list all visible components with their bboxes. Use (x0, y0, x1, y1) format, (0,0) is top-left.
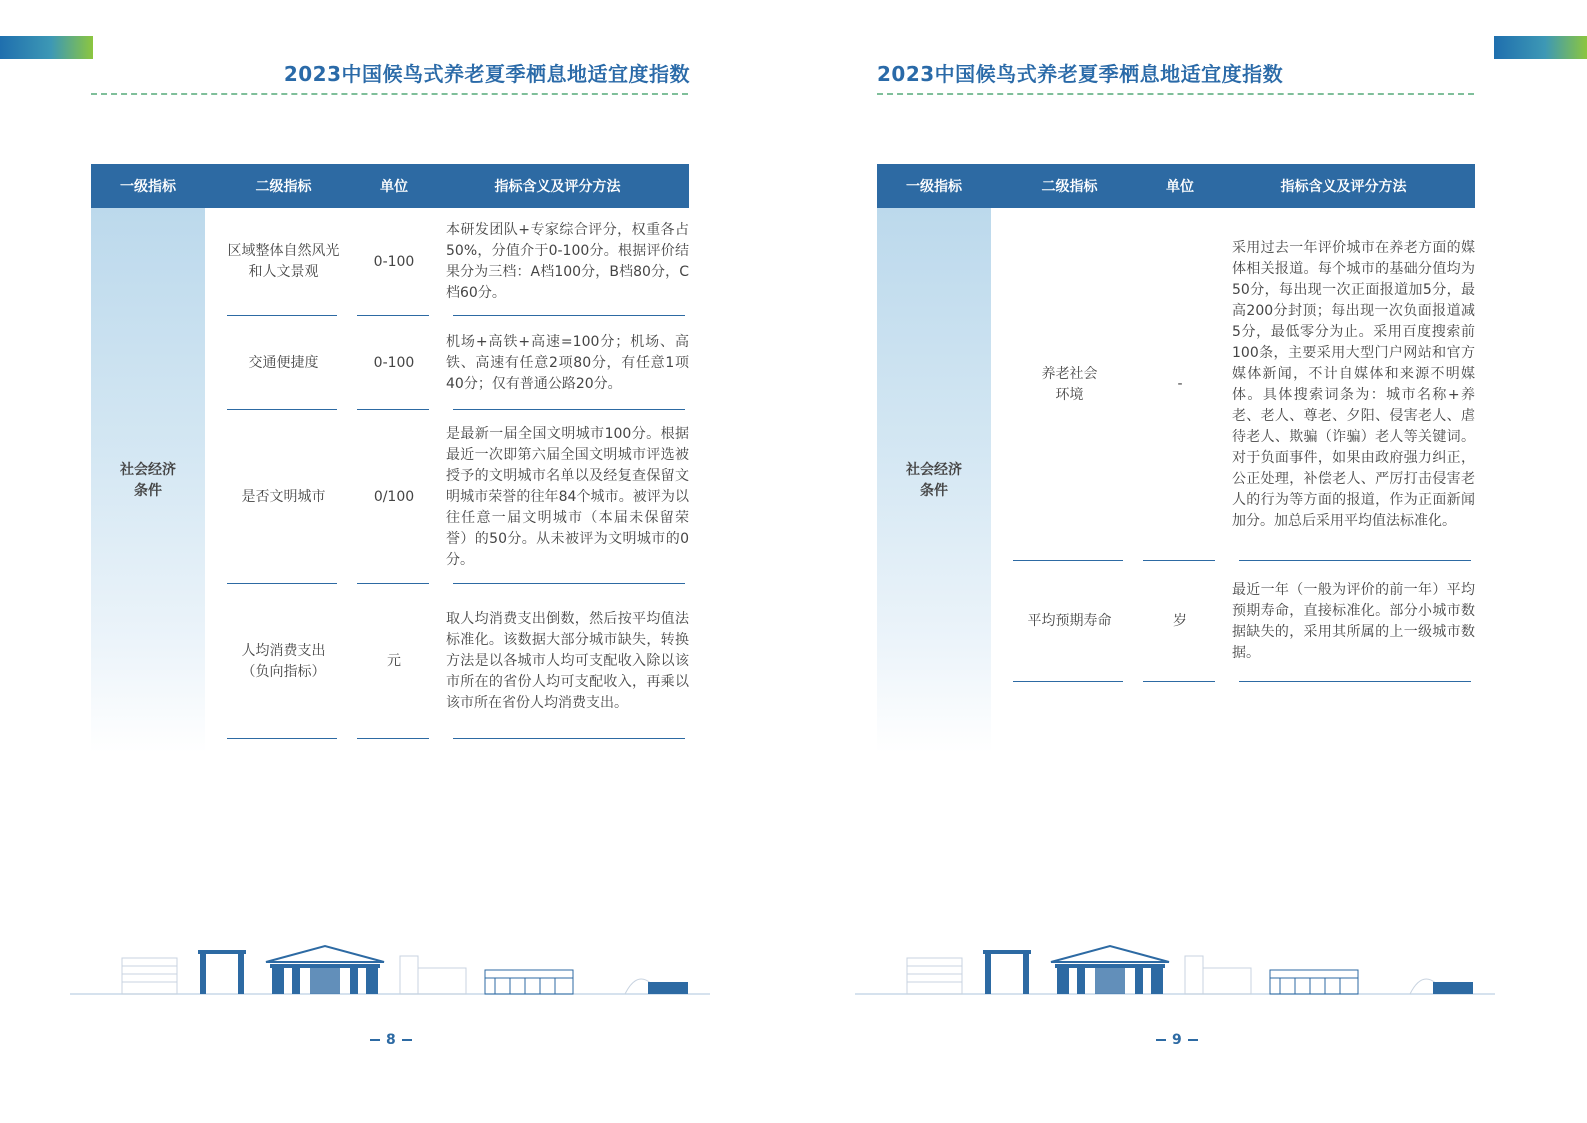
unit-cell: - (1177, 376, 1183, 392)
indicator-table (877, 164, 1475, 753)
page-number-dash (1188, 1039, 1198, 1041)
row-underline (1239, 681, 1471, 682)
page-title: 2023中国候鸟式养老夏季栖息地适宜度指数 (877, 62, 1284, 86)
level2-name: 养老社会 环境 (1041, 365, 1098, 403)
header-level2: 二级指标 (255, 179, 312, 195)
unit-cell: 0-100 (373, 253, 415, 270)
page-number-text: 9 (1172, 1032, 1182, 1048)
table-body (877, 208, 1475, 753)
unit-cell: 元 (387, 653, 401, 669)
table-header (877, 164, 1475, 208)
header-unit: 单位 (380, 179, 408, 195)
title-divider (877, 93, 1474, 95)
corner-accent-bar (1494, 36, 1587, 59)
description-cell: 本研发团队+专家综合评分，权重各占50%，分值介于0-100分。根据评价结果分为三档：A档100分，B档80分，C档60分。 (446, 222, 689, 301)
row-underline (1143, 681, 1215, 682)
header-description: 指标含义及评分方法 (494, 179, 621, 195)
unit-cell: 0/100 (373, 488, 415, 505)
unit-cell: 岁 (1173, 613, 1187, 629)
row-underline (357, 738, 429, 739)
description-cell: 最近一年（一般为评价的前一年）平均预期寿命，直接标准化。部分小城市数据缺失的，采用其所属的上一级城市数据。 (1232, 581, 1475, 661)
city-skyline-illustration (70, 938, 710, 998)
level2-name: 区域整体自然风光 和人文景观 (227, 243, 340, 280)
level1-indicator-cell: 社会经济 条件 (91, 208, 205, 753)
table-row (205, 584, 689, 739)
table-header (91, 164, 689, 208)
page-number (370, 1032, 412, 1048)
header-level1: 一级指标 (120, 179, 176, 195)
table-row (991, 561, 1475, 682)
page-number-dash (1156, 1039, 1166, 1041)
table-row (205, 316, 689, 410)
title-divider (91, 93, 688, 95)
description-cell: 采用过去一年评价城市在养老方面的媒体相关报道。每个城市的基础分值均为50分，每出现一次正面报道加5分，最高200分封顶；每出现一次负面报道减5分，最低零分为止。采用百度搜索前100条，主要采用大型门户网站和官方媒体新闻，不计自媒体和来源不明媒体。具体搜索词条为：城市名称+养老、老人、尊老、夕阳、侵害老人、虐待老人、欺骗（诈骗）老人等关键词。对于负面事件，如果由政府强力纠正，公正处理，补偿老人、严厉打击侵害老人的行为等方面的报道，作为正面新闻加分。加总后采用平均值法标准化。 (1232, 239, 1475, 529)
table-body (91, 208, 689, 753)
page-9 (790, 0, 1587, 1123)
description-cell: 机场+高铁+高速=100分；机场、高铁、高速有任意2项80分，有任意1项40分；仅有普通公路20分。 (446, 333, 689, 392)
header-level1: 一级指标 (906, 179, 962, 195)
page-number-text: 8 (386, 1032, 396, 1048)
level2-name: 交通便捷度 (248, 354, 319, 371)
header-description: 指标含义及评分方法 (1280, 179, 1407, 195)
row-underline (227, 738, 337, 739)
header-level2: 二级指标 (1041, 179, 1098, 195)
page-8 (0, 0, 790, 1123)
table-row (991, 208, 1475, 561)
level2-name: 是否文明城市 (241, 488, 326, 505)
indicator-table (91, 164, 689, 753)
table-row (205, 208, 689, 316)
description-cell: 取人均消费支出倒数，然后按平均值法标准化。该数据大部分城市缺失，转换方法是以各城市人均可支配收入除以该市所在的省份人均可支配收入，再乘以该市所在省份人均消费支出。 (446, 611, 689, 711)
level2-name: 平均预期寿命 (1027, 613, 1112, 629)
page-number (1156, 1032, 1198, 1048)
level1-indicator-cell: 社会经济 条件 (877, 208, 991, 753)
page-title: 2023中国候鸟式养老夏季栖息地适宜度指数 (283, 62, 690, 86)
row-underline (453, 738, 685, 739)
description-cell: 是最新一届全国文明城市100分。根据最近一次即第六届全国文明城市评选被授予的文明城市名单以及经复查保留文明城市荣誉的往年84个城市。被评为以往任意一届文明城市（本届未保留荣誉）的50分。从未被评为文明城市的0分。 (446, 425, 689, 568)
unit-cell: 0-100 (373, 354, 415, 371)
row-underline (1013, 681, 1123, 682)
city-skyline-illustration (855, 938, 1495, 998)
corner-accent-bar (0, 36, 93, 59)
header-unit: 单位 (1166, 179, 1194, 195)
page-number-dash (402, 1039, 412, 1041)
page-number-dash (370, 1039, 380, 1041)
level2-name: 人均消费支出 （负向指标） (241, 642, 326, 680)
table-row (205, 410, 689, 584)
